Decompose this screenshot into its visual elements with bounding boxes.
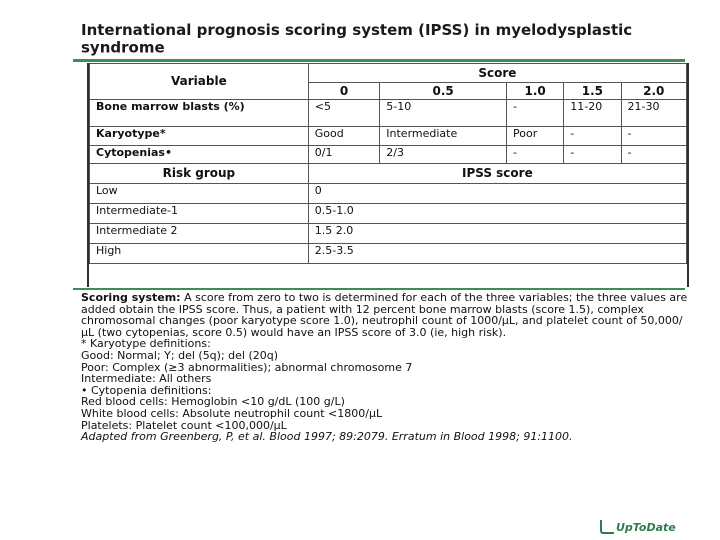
cell: Intermediate: [380, 127, 507, 146]
cell: -: [564, 146, 621, 164]
risk-row: [90, 184, 687, 204]
note-line: • Cytopenia definitions:: [81, 383, 212, 397]
risk-row: [90, 224, 687, 244]
cell: 0/1: [308, 146, 380, 164]
table-row: [90, 146, 687, 164]
note-line: * Karyotype definitions:: [81, 337, 211, 351]
citation: Adapted from Greenberg, P, et al. Blood 1997; 89:2079. Erratum in Blood 1998; 91:1100.: [81, 430, 573, 444]
risk-group: High: [90, 244, 309, 264]
cell: -: [507, 146, 564, 164]
risk-score: 0.5-1.0: [308, 204, 686, 224]
ipss-table: [89, 63, 687, 264]
cell: -: [507, 100, 564, 127]
risk-score: 0: [308, 184, 686, 204]
risk-row: [90, 244, 687, 264]
cell: 11-20: [564, 100, 621, 127]
score-col-2.0: 2.0: [621, 83, 687, 100]
risk-group: Intermediate-1: [90, 204, 309, 224]
score-col-0.5: 0.5: [380, 83, 507, 100]
scoring-paragraph: [81, 292, 691, 338]
uptodate-logo: [600, 520, 676, 534]
cell: -: [621, 146, 687, 164]
scoring-label: Scoring system:: [81, 291, 181, 304]
logo-text: UpToDate: [616, 520, 676, 534]
note-line: Good: Normal; Y; del (5q); del (20q): [81, 348, 279, 362]
cell: -: [621, 127, 687, 146]
ipss-score-header: IPSS score: [308, 164, 686, 184]
row-label: Cytopenias•: [90, 146, 309, 164]
risk-group: Intermediate 2: [90, 224, 309, 244]
cell: 21-30: [621, 100, 687, 127]
footnotes: [81, 292, 691, 443]
risk-group: Low: [90, 184, 309, 204]
cell: -: [564, 127, 621, 146]
table-row: [90, 100, 687, 127]
risk-group-header: Risk group: [90, 164, 309, 184]
risk-score: 1.5 2.0: [308, 224, 686, 244]
divider-top: [73, 59, 685, 62]
row-label: Bone marrow blasts (%): [90, 100, 309, 127]
score-header: Score: [308, 64, 686, 83]
page-title: International prognosis scoring system (IPSS) in myelodysplastic syndrome: [81, 20, 633, 57]
score-col-1.0: 1.0: [507, 83, 564, 100]
note-line: Intermediate: All others: [81, 372, 212, 386]
variable-header: Variable: [90, 64, 309, 100]
cell: Good: [308, 127, 380, 146]
note-line: Red blood cells: Hemoglobin <10 g/dL (100 g/L): [81, 395, 345, 409]
score-col-1.5: 1.5: [564, 83, 621, 100]
score-col-0: 0: [308, 83, 380, 100]
row-label: Karyotype*: [90, 127, 309, 146]
scoring-text: A score from zero to two is determined for each of the three variables; the three values are added obtain the IPSS score. Thus, a patient with 12 percent bone marrow blasts (score 1.5), complex chromosomal changes (poor karyotype score 1.0), neutrophil count of 1000/µL, and platelet count of 50,000/µL (two cytopenias, score 0.5) would have an IPSS score of 3.0 (ie, high risk).: [81, 291, 688, 339]
cell: <5: [308, 100, 380, 127]
risk-score: 2.5-3.5: [308, 244, 686, 264]
cell: Poor: [507, 127, 564, 146]
note-line: Platelets: Platelet count <100,000/µL: [81, 418, 287, 432]
risk-row: [90, 204, 687, 224]
cell: 5-10: [380, 100, 507, 127]
logo-mark-icon: [600, 520, 614, 534]
divider-bottom: [73, 288, 685, 290]
note-line: Poor: Complex (≥3 abnormalities); abnormal chromosome 7: [81, 360, 413, 374]
note-line: White blood cells: Absolute neutrophil count <1800/µL: [81, 406, 383, 420]
cell: 2/3: [380, 146, 507, 164]
table-row: [90, 127, 687, 146]
ipss-table-container: [87, 63, 689, 287]
